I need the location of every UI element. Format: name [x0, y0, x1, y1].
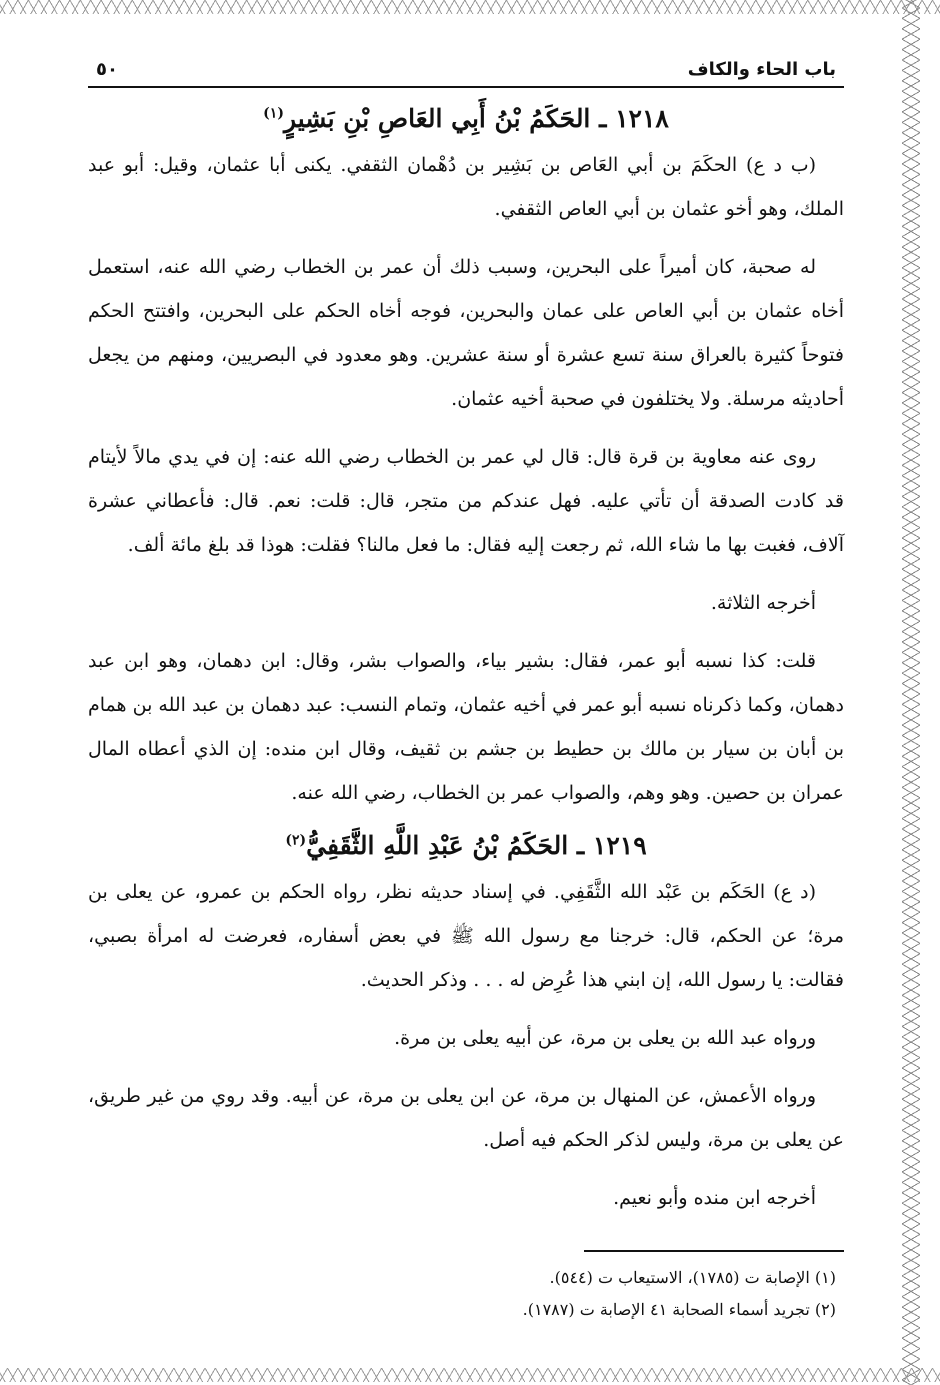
chapter-title: باب الحاء والكاف [687, 59, 836, 80]
footnote: (٢) تجريد أسماء الصحابة ٤١ الإصابة ت (١٧٨٧). [522, 1300, 836, 1319]
footnote-ref[interactable]: (١) [263, 105, 284, 122]
entry-1219 [88, 831, 844, 1220]
paragraph: ورواه عبد الله بن يعلى بن مرة، عن أبيه يعلى بن مرة. [394, 1027, 816, 1049]
entry-1218 [88, 104, 844, 815]
paragraph: له صحبة، كان أميراً على البحرين، وسبب ذلك أن عمر بن الخطاب رضي الله عنه، استعمل أخاه عثمان بن أبي العاص على عمان والبحرين، فوجه أخاه الحكم على البحرين، وافتتح الحكم فتوحاً كثيرة بالعراق سنة تسع عشرة أو سنة عشرين. وهو معدود في البصريين، ومنهم من يجعل أحاديثه مرسلة. ولا يختلفون في صحبة أخيه عثمان. [88, 256, 844, 410]
running-header [88, 40, 844, 88]
page-number: ٥٠ [96, 59, 118, 80]
entry-title-text: ١٢١٩ ـ الحَكَمُ بْنُ عَبْدِ اللَّهِ الثَّقَفِيُّ [306, 831, 647, 860]
paragraph: (د ع) الحَكَم بن عَبْد الله الثَّقَفِي. في إسناد حديثه نظر، رواه الحكم بن عمرو، عن يعلى بن مرة؛ عن الحكم، قال: خرجنا مع رسول الله ﷺ في بعض أسفاره، فعرضت له امرأة بصبي، فقالت: يا رسول الله، إن ابني هذا عُرِض له . . . وذكر الحديث. [88, 881, 844, 991]
footnote: (١) الإصابة ت (١٧٨٥)، الاستيعاب ت (٥٤٤). [549, 1268, 836, 1287]
ornamental-border-top [0, 0, 940, 14]
paragraph: قلت: كذا نسبه أبو عمر، فقال: بشير بياء، والصواب بشر، وقال: ابن دهمان، وهو ابن عبد دهمان، وكما ذكرناه نسبه أبو عمر في أخيه عثمان، وتمام النسب: عبد دهمان بن عبد الله بن همام بن أبان بن سيار بن مالك بن حطيط بن جشم بن ثقيف، وقال ابن منده: إن الذي أعطاه المال عمران بن حصين. وهو وهم، والصواب عمر بن الخطاب، رضي الله عنه. [88, 650, 844, 804]
ornamental-border-right [902, 0, 920, 1385]
entry-title-text: ١٢١٨ ـ الحَكَمُ بْنُ أَبِي العَاصِ بْنِ بَشِيرٍ [283, 104, 669, 133]
paragraph: (ب د ع) الحكَمَ بن أبي العَاص بن بَشِير بن دُهْمان الثقفي. يكنى أبا عثمان، وقيل: أبو عبد الملك، وهو أخو عثمان بن أبي العاص الثقفي. [88, 154, 844, 220]
paragraph: ورواه الأعمش، عن المنهال بن مرة، عن ابن يعلى بن مرة، عن أبيه. وقد روي من غير طريق، عن يعلى بن مرة، وليس لذكر الحكم فيه أصل. [88, 1085, 844, 1151]
entry-title [88, 831, 844, 860]
footnote-divider [584, 1250, 844, 1252]
footnote-ref[interactable]: (٢) [285, 832, 307, 849]
ornamental-border-bottom [0, 1368, 940, 1382]
document-page [88, 40, 844, 1326]
paragraph: أخرجه الثلاثة. [710, 592, 816, 614]
entry-title [88, 104, 844, 133]
paragraph: روى عنه معاوية بن قرة قال: قال لي عمر بن الخطاب رضي الله عنه: إن في يدي مالاً لأيتام قد كادت الصدقة أن تأتي عليه. فهل عندكم من متجر، قال: قلت: نعم. قال: فأعطاني عشرة آلاف، فغبت بها ما شاء الله، ثم رجعت إليه فقال: ما فعل مالنا؟ فقلت: هوذا قد بلغ مائة ألف. [88, 446, 844, 556]
paragraph: أخرجه ابن منده وأبو نعيم. [613, 1187, 816, 1209]
